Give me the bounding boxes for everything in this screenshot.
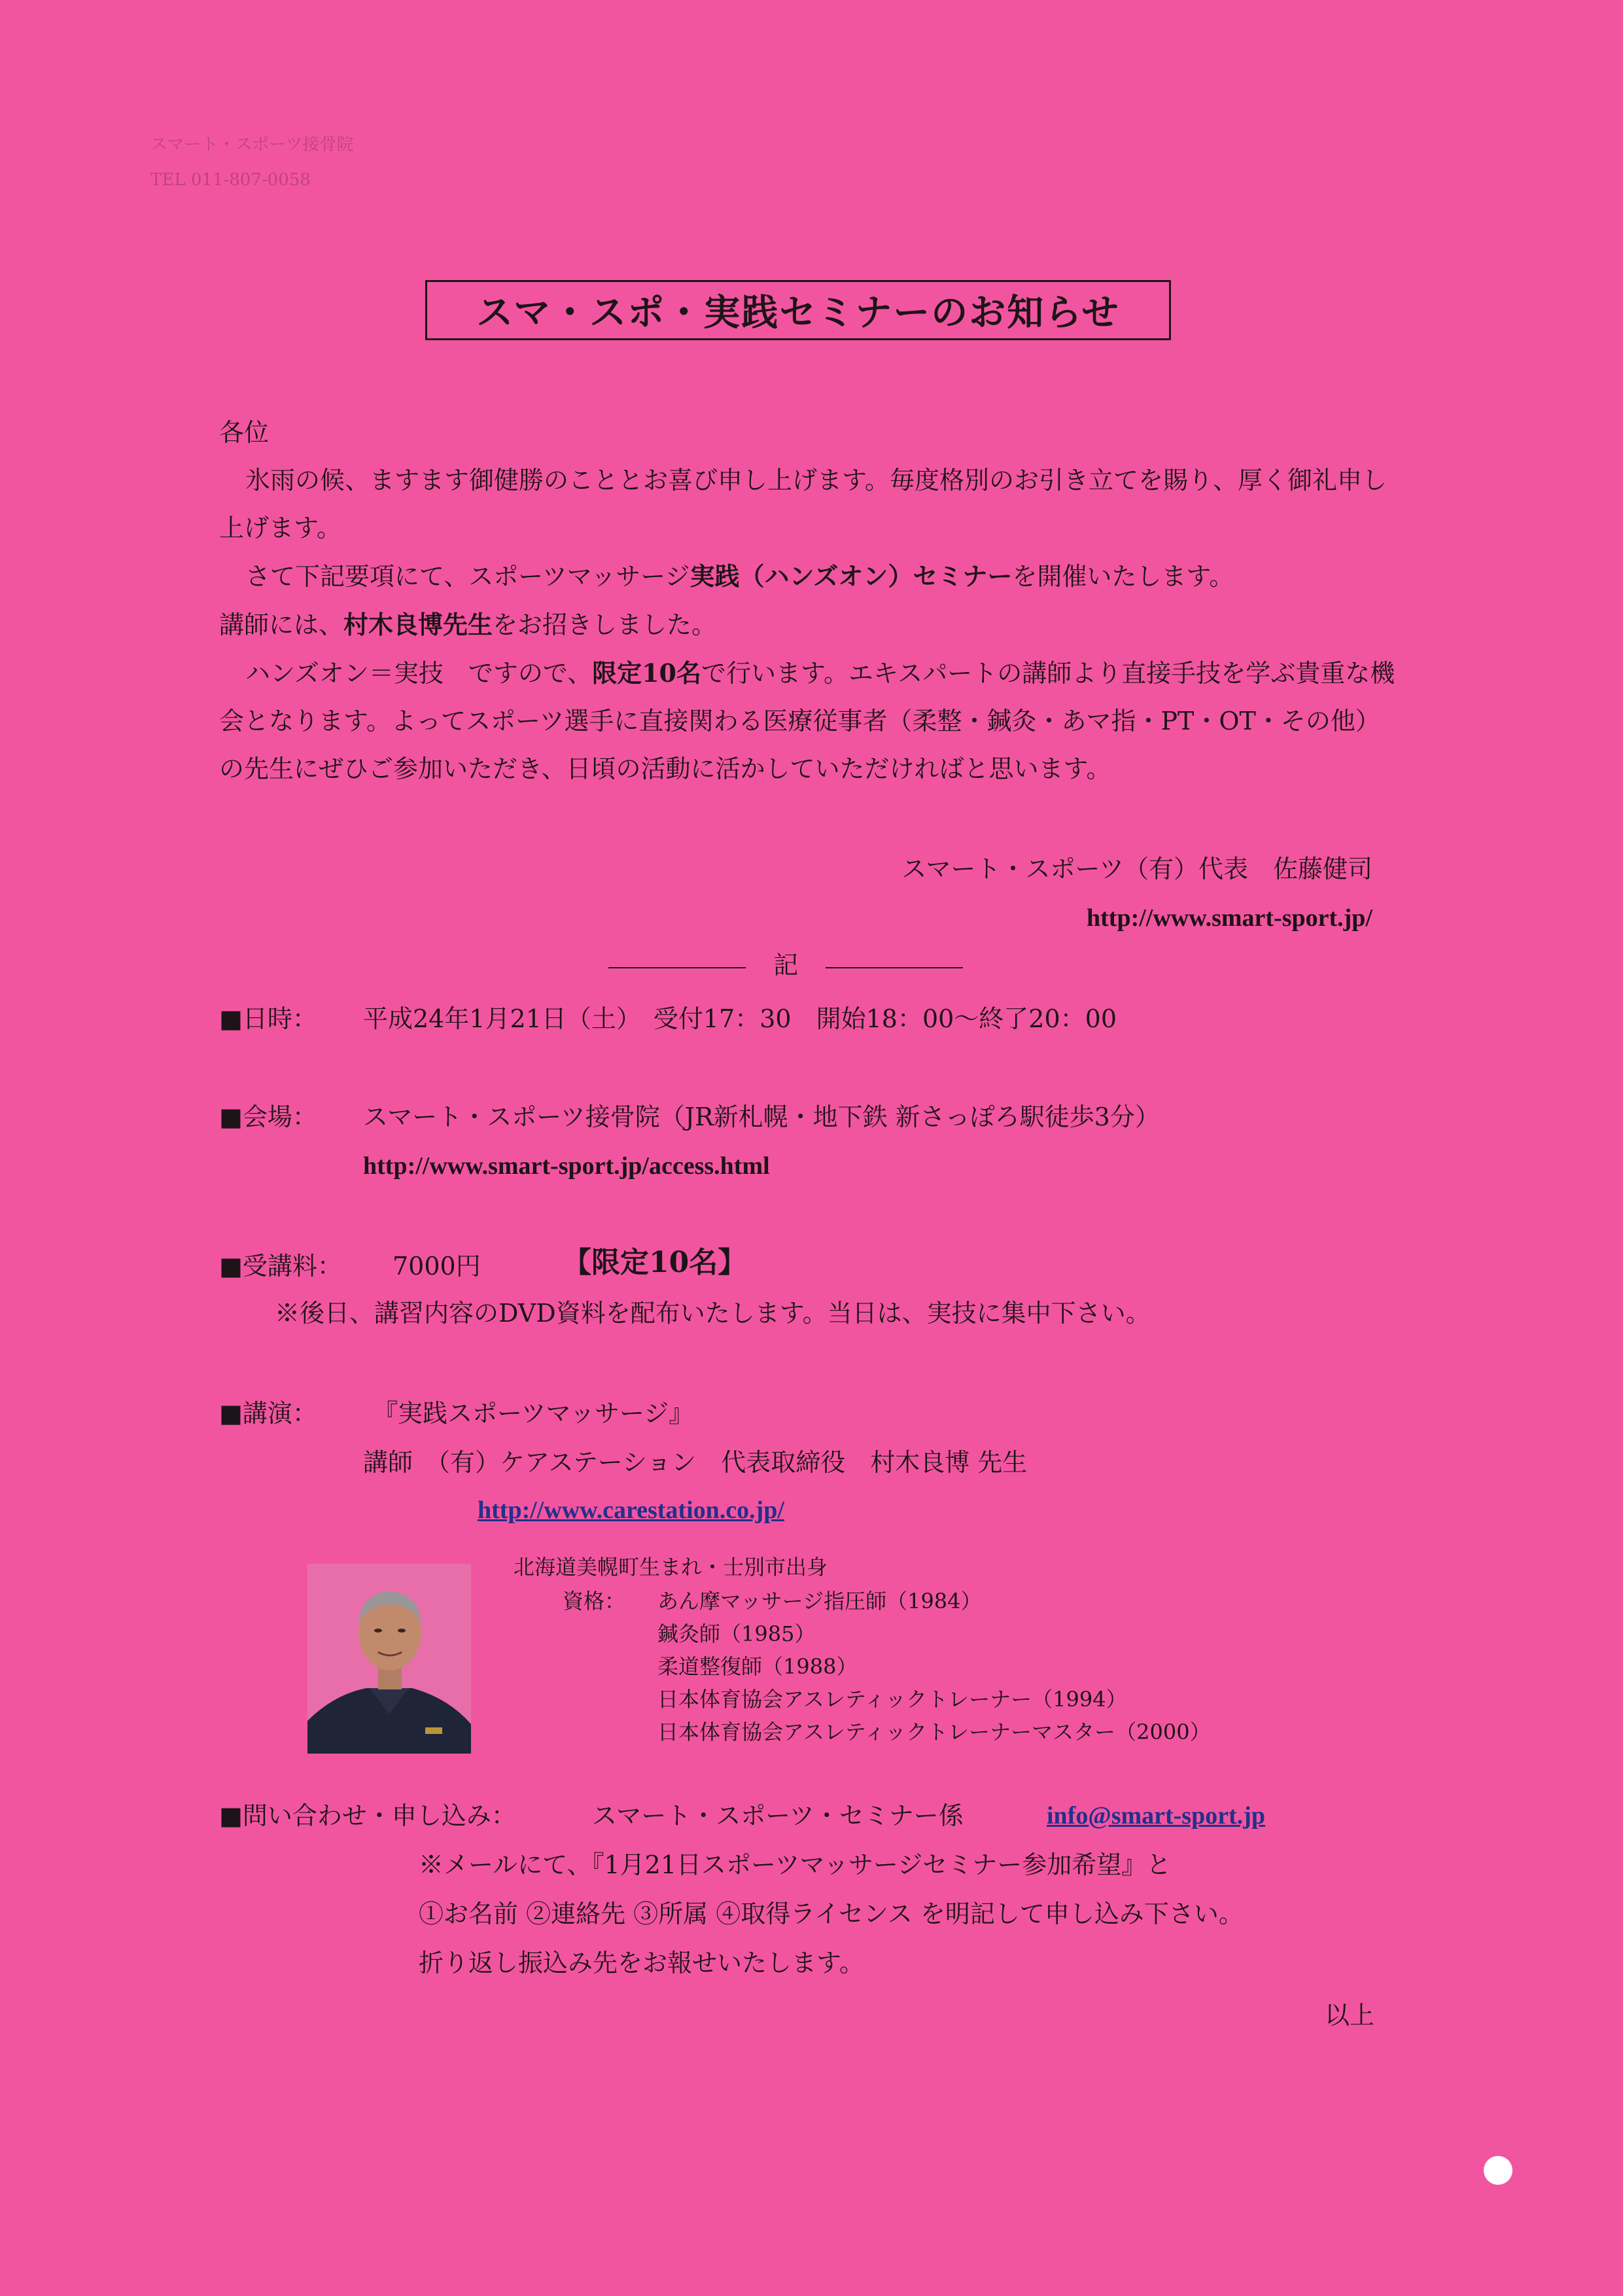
contact-label: ■問い合わせ・申し込み： xyxy=(219,1801,516,1830)
contact-email[interactable]: info@smart-sport.jp xyxy=(1047,1802,1266,1829)
paragraph-2-a: さて下記要項にて、スポーツマッサージ xyxy=(245,562,690,591)
faded-stamp-line1: スマート・スポーツ接骨院 xyxy=(150,135,354,154)
greeting: 各位 xyxy=(219,418,270,447)
paragraph-2 xyxy=(219,552,1397,601)
paragraph-4-b: 限定10名 xyxy=(592,658,701,688)
qualification-item: 日本体育協会アスレティックトレーナー（1994） xyxy=(657,1687,1127,1712)
qualification-item: あん摩マッサージ指圧師（1984） xyxy=(657,1589,982,1614)
paragraph-2-c: を開催いたします。 xyxy=(1012,562,1234,591)
qualifications-label: 資格： xyxy=(563,1589,626,1614)
paragraph-3-b: 村木良博先生 xyxy=(343,610,493,639)
closing: 以上 xyxy=(1324,2001,1374,2030)
paper-hole xyxy=(1484,2156,1512,2185)
fee-note: ※後日、講習内容のDVD資料を配布いたします。当日は、実技に集中下さい。 xyxy=(275,1299,1151,1328)
venue-label: ■会場： xyxy=(219,1103,317,1131)
contact-note-1: ※メールにて、『1月21日スポーツマッサージセミナー参加希望』と xyxy=(419,1850,1172,1879)
paragraph-3 xyxy=(219,601,1397,649)
contact-note-3: 折り返し振込み先をお報せいたします。 xyxy=(419,1949,864,1977)
qualification-item: 日本体育協会アスレティックトレーナーマスター（2000） xyxy=(657,1720,1211,1744)
fee-limit: 【限定10名】 xyxy=(563,1246,747,1279)
signature-url[interactable]: http://www.smart-sport.jp/ xyxy=(1087,904,1372,932)
fee-value: 7000円 xyxy=(393,1252,481,1280)
venue-value: スマート・スポーツ接骨院（JR新札幌・地下鉄 新さっぽろ駅徒歩3分） xyxy=(363,1103,1160,1131)
lecture-label: ■講演： xyxy=(219,1399,317,1428)
page-title-text: スマ・スポ・実践セミナーのお知らせ xyxy=(476,291,1120,334)
paragraph-4-c: で行います。エキスパートの講師より直接手技を学ぶ貴重な機会となります。よってスポーツ選手に直接関わる医療従事者（柔整・鍼灸・あマ指・PT・OT・その他）の先生にぜひご参加いただき、日頃の活動に活かしていただければと思います。 xyxy=(219,659,1395,783)
date-value: 平成24年1月21日（土） 受付17：30 開始18：00〜終了20：00 xyxy=(363,1004,1117,1033)
lecturer-origin: 北海道美幌町生まれ・士別市出身 xyxy=(514,1555,828,1580)
ki-heading xyxy=(608,949,963,981)
paragraph-4-a: ハンズオン＝実技 ですので、 xyxy=(245,659,593,688)
contact-note-2: ①お名前 ②連絡先 ③所属 ④取得ライセンス を明記して申し込み下さい。 xyxy=(419,1899,1244,1928)
qualification-item: 柔道整復師（1988） xyxy=(657,1654,858,1679)
paragraph-4 xyxy=(219,649,1397,793)
qualification-item: 鍼灸師（1985） xyxy=(657,1621,816,1646)
lecture-title: 『実践スポーツマッサージ』 xyxy=(373,1399,694,1428)
paragraph-2-b: 実践（ハンズオン）セミナー xyxy=(689,561,1013,591)
ki-rule-right xyxy=(826,967,963,968)
lecturer-photo xyxy=(307,1564,471,1754)
venue-url[interactable]: http://www.smart-sport.jp/access.html xyxy=(363,1152,770,1180)
signature-name: スマート・スポーツ（有）代表 佐藤健司 xyxy=(901,855,1372,883)
lecturer: 講師 （有）ケアステーション 代表取締役 村木良博 先生 xyxy=(363,1448,1028,1477)
ki-rule-left xyxy=(608,967,746,968)
contact-name: スマート・スポーツ・セミナー係 xyxy=(592,1801,964,1830)
fee-label: ■受講料： xyxy=(219,1252,342,1280)
ki-text: 記 xyxy=(773,951,799,980)
paragraph-3-c: をお招きしました。 xyxy=(493,610,717,639)
date-label: ■日時： xyxy=(219,1004,317,1033)
letter-body xyxy=(219,409,1397,793)
paragraph-1: 氷雨の候、ますます御健勝のこととお喜び申し上げます。毎度格別のお引き立てを賜り、厚く御礼申し上げます。 xyxy=(219,466,1387,542)
paragraph-3-a: 講師には、 xyxy=(219,610,344,639)
faded-stamp-line2: TEL 011-807-0058 xyxy=(150,170,311,190)
lecturer-portrait xyxy=(307,1564,471,1754)
lecturer-url[interactable]: http://www.carestation.co.jp/ xyxy=(478,1496,784,1524)
page-title xyxy=(425,280,1171,340)
